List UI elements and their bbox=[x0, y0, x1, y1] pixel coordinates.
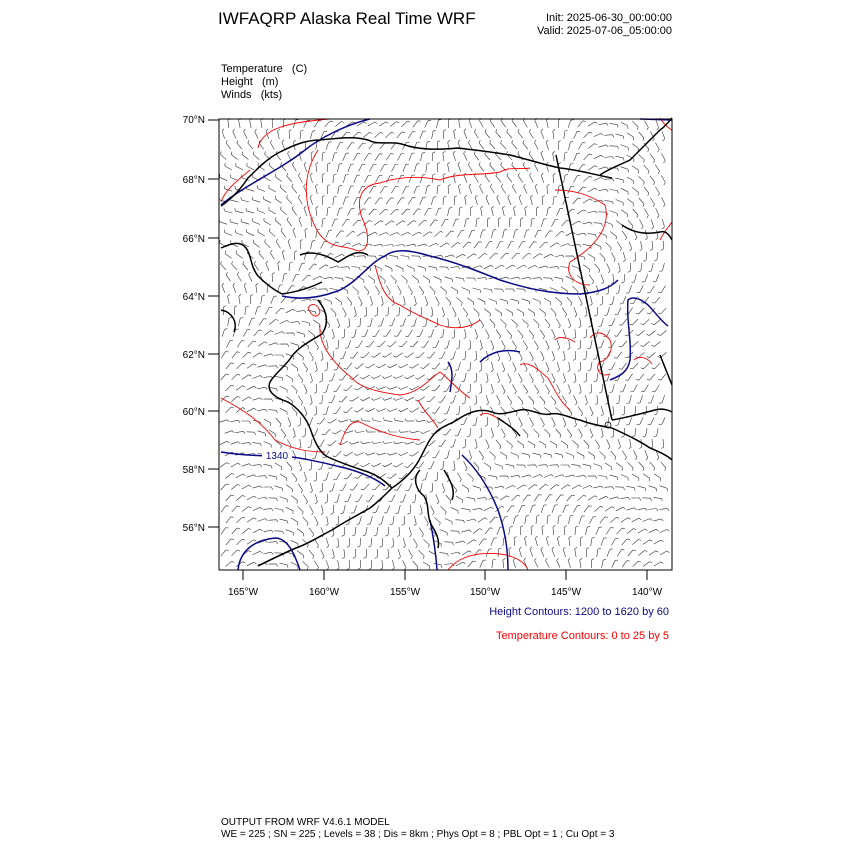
lat-label: 62°N bbox=[182, 350, 205, 361]
lon-label: 145°W bbox=[550, 587, 582, 598]
model-info bbox=[221, 817, 614, 841]
wind-barb-field bbox=[219, 118, 669, 570]
lat-label: 64°N bbox=[182, 292, 205, 303]
coastlines bbox=[221, 118, 672, 566]
model-version: OUTPUT FROM WRF V4.6.1 MODEL bbox=[221, 817, 390, 828]
longitude-ticks bbox=[243, 570, 647, 580]
lon-label: 155°W bbox=[389, 587, 421, 598]
lat-label: 70°N bbox=[182, 115, 205, 126]
init-time: Init: 2025-06-30_00:00:00 bbox=[546, 12, 672, 24]
lat-label: 66°N bbox=[182, 234, 205, 245]
temperature-contours bbox=[221, 118, 672, 570]
lon-label: 150°W bbox=[469, 587, 501, 598]
height-legend: Height Contours: 1200 to 1620 by 60 bbox=[489, 606, 669, 618]
lat-label: 58°N bbox=[182, 465, 205, 476]
svg-text:1340: 1340 bbox=[265, 451, 289, 462]
lon-label: 160°W bbox=[308, 587, 340, 598]
lat-label: 56°N bbox=[182, 523, 205, 534]
temperature-legend: Temperature Contours: 0 to 25 by 5 bbox=[495, 630, 669, 642]
longitude-axis bbox=[228, 587, 663, 598]
variable-winds: Winds (kts) bbox=[221, 89, 283, 101]
lon-label: 165°W bbox=[227, 587, 259, 598]
lon-label: 140°W bbox=[631, 587, 663, 598]
wind-barbs bbox=[219, 118, 669, 570]
height-contour-label bbox=[262, 450, 292, 462]
latitude-ticks bbox=[208, 120, 219, 527]
latitude-axis bbox=[183, 115, 205, 534]
variable-height: Height (m) bbox=[221, 76, 279, 88]
plot-title: IWFAQRP Alaska Real Time WRF bbox=[218, 9, 476, 28]
height-contours bbox=[221, 119, 672, 570]
map-frame bbox=[219, 119, 672, 570]
lat-label: 68°N bbox=[182, 175, 205, 186]
valid-time: Valid: 2025-07-06_05:00:00 bbox=[537, 25, 672, 37]
model-config: WE = 225 ; SN = 225 ; Levels = 38 ; Dis = 8km ; Phys Opt = 8 ; PBL Opt = 1 ; Cu Opt = 3 bbox=[221, 829, 615, 840]
variable-temperature: Temperature (C) bbox=[221, 63, 308, 75]
lat-label: 60°N bbox=[182, 407, 205, 418]
